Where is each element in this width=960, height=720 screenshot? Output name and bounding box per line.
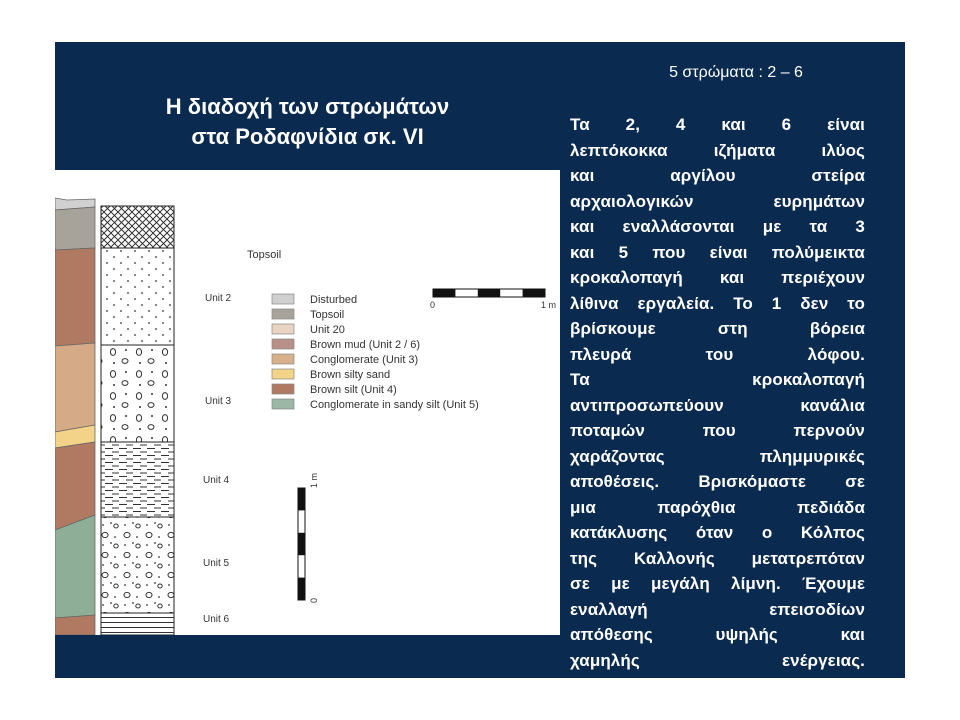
h-scale-start-label: 0	[430, 300, 436, 310]
title-line-2: στα Ροδαφνίδια σκ. VI	[191, 124, 424, 149]
column-topsoil	[101, 206, 174, 248]
v-scale-top-label: 1 m	[309, 472, 319, 488]
h-scale-seg-3	[523, 289, 545, 297]
legend-label-silty-sand: Brown silty sand	[310, 369, 391, 381]
unit-label-4: Unit 4	[203, 475, 230, 486]
body-paragraph-2: Τα κροκαλοπαγή αντιπροσωπεύουν κανάλια ποταμών που περνούν χαράζοντας πλημμυρικές αποθέσεις. Βρισκόμαστε σε μια παρόχθια πεδιάδα κατάκλυσης όταν ο Κόλπος της Καλλονής μετατρεπόταν σε με μεγάλη λίμνη. Έχουμε εναλλαγή επεισοδίων απόθεσης υψηλής και χαμηλής ενέργειας.	[570, 370, 865, 670]
slide-panel	[55, 42, 905, 678]
colored-section-profile	[55, 198, 95, 635]
body-paragraph-1: Τα 2, 4 και 6 είναι λεπτόκοκκα ιζήματα ιλύος και αργίλου στείρα αρχαιολογικών ευρημάτων και εναλλάσονται με τα 3 και 5 που είναι πολύμεικτα κροκαλοπαγή και περιέχουν λίθινα εργαλεία. Το 1 δεν το βρίσκουμε στη βόρεια πλευρά του λόφου.	[570, 115, 865, 364]
legend-label-conglomerate-sandy-silt: Conglomerate in sandy silt (Unit 5)	[310, 399, 479, 411]
h-scale-seg-1	[433, 289, 455, 297]
layer-unit4	[55, 442, 95, 530]
legend-swatch-conglomerate-sandy-silt	[272, 399, 294, 409]
legend-swatch-unit20	[272, 324, 294, 334]
layer-unit6	[55, 615, 95, 635]
h-scale-seg-2	[478, 289, 500, 297]
vertical-scale-bar	[298, 473, 319, 603]
layer-unit5	[55, 515, 95, 618]
unit-label-5: Unit 5	[203, 558, 230, 569]
legend-label-brown-mud: Brown mud (Unit 2 / 6)	[310, 339, 421, 351]
v-scale-seg-1	[298, 488, 305, 510]
slide-body-text	[570, 112, 865, 673]
column-unit5	[101, 517, 174, 613]
legend-label-conglomerate: Conglomerate (Unit 3)	[310, 354, 419, 366]
column-unit2	[101, 248, 174, 345]
topsoil-label: Topsoil	[247, 249, 282, 261]
legend-label-brown-silt: Brown silt (Unit 4)	[310, 384, 397, 396]
legend-swatch-topsoil	[272, 309, 294, 319]
legend-label-disturbed: Disturbed	[310, 294, 358, 306]
legend-label-topsoil: Topsoil	[310, 309, 345, 321]
legend	[272, 294, 479, 411]
legend-swatch-brown-mud	[272, 339, 294, 349]
unit-label-2: Unit 2	[205, 293, 232, 304]
horizontal-scale-bar	[430, 289, 556, 310]
layer-topsoil	[55, 207, 95, 250]
legend-swatch-conglomerate	[272, 354, 294, 364]
layer-unit3	[55, 343, 95, 432]
legend-swatch-silty-sand	[272, 369, 294, 379]
v-scale-seg-3	[298, 578, 305, 600]
slide-subtitle: 5 στρώματα : 2 – 6	[669, 64, 803, 81]
column-unit4	[101, 442, 174, 517]
v-scale-bottom-label: 0	[309, 597, 319, 603]
legend-label-unit20: Unit 20	[310, 324, 345, 336]
layer-unit2	[55, 248, 95, 346]
stratigraphy-figure	[55, 170, 560, 635]
slide-title	[55, 92, 560, 152]
unit-label-6: Unit 6	[203, 614, 230, 625]
column-unit6	[101, 613, 174, 635]
v-scale-seg-2	[298, 533, 305, 555]
lithology-column	[101, 206, 174, 635]
unit-label-3: Unit 3	[205, 396, 232, 407]
column-unit3	[101, 345, 174, 442]
h-scale-end-label: 1 m	[541, 300, 557, 310]
stratigraphy-svg	[55, 170, 560, 635]
title-line-1: Η διαδοχή των στρωμάτων	[165, 94, 450, 119]
legend-swatch-brown-silt	[272, 384, 294, 394]
legend-swatch-disturbed	[272, 294, 294, 304]
